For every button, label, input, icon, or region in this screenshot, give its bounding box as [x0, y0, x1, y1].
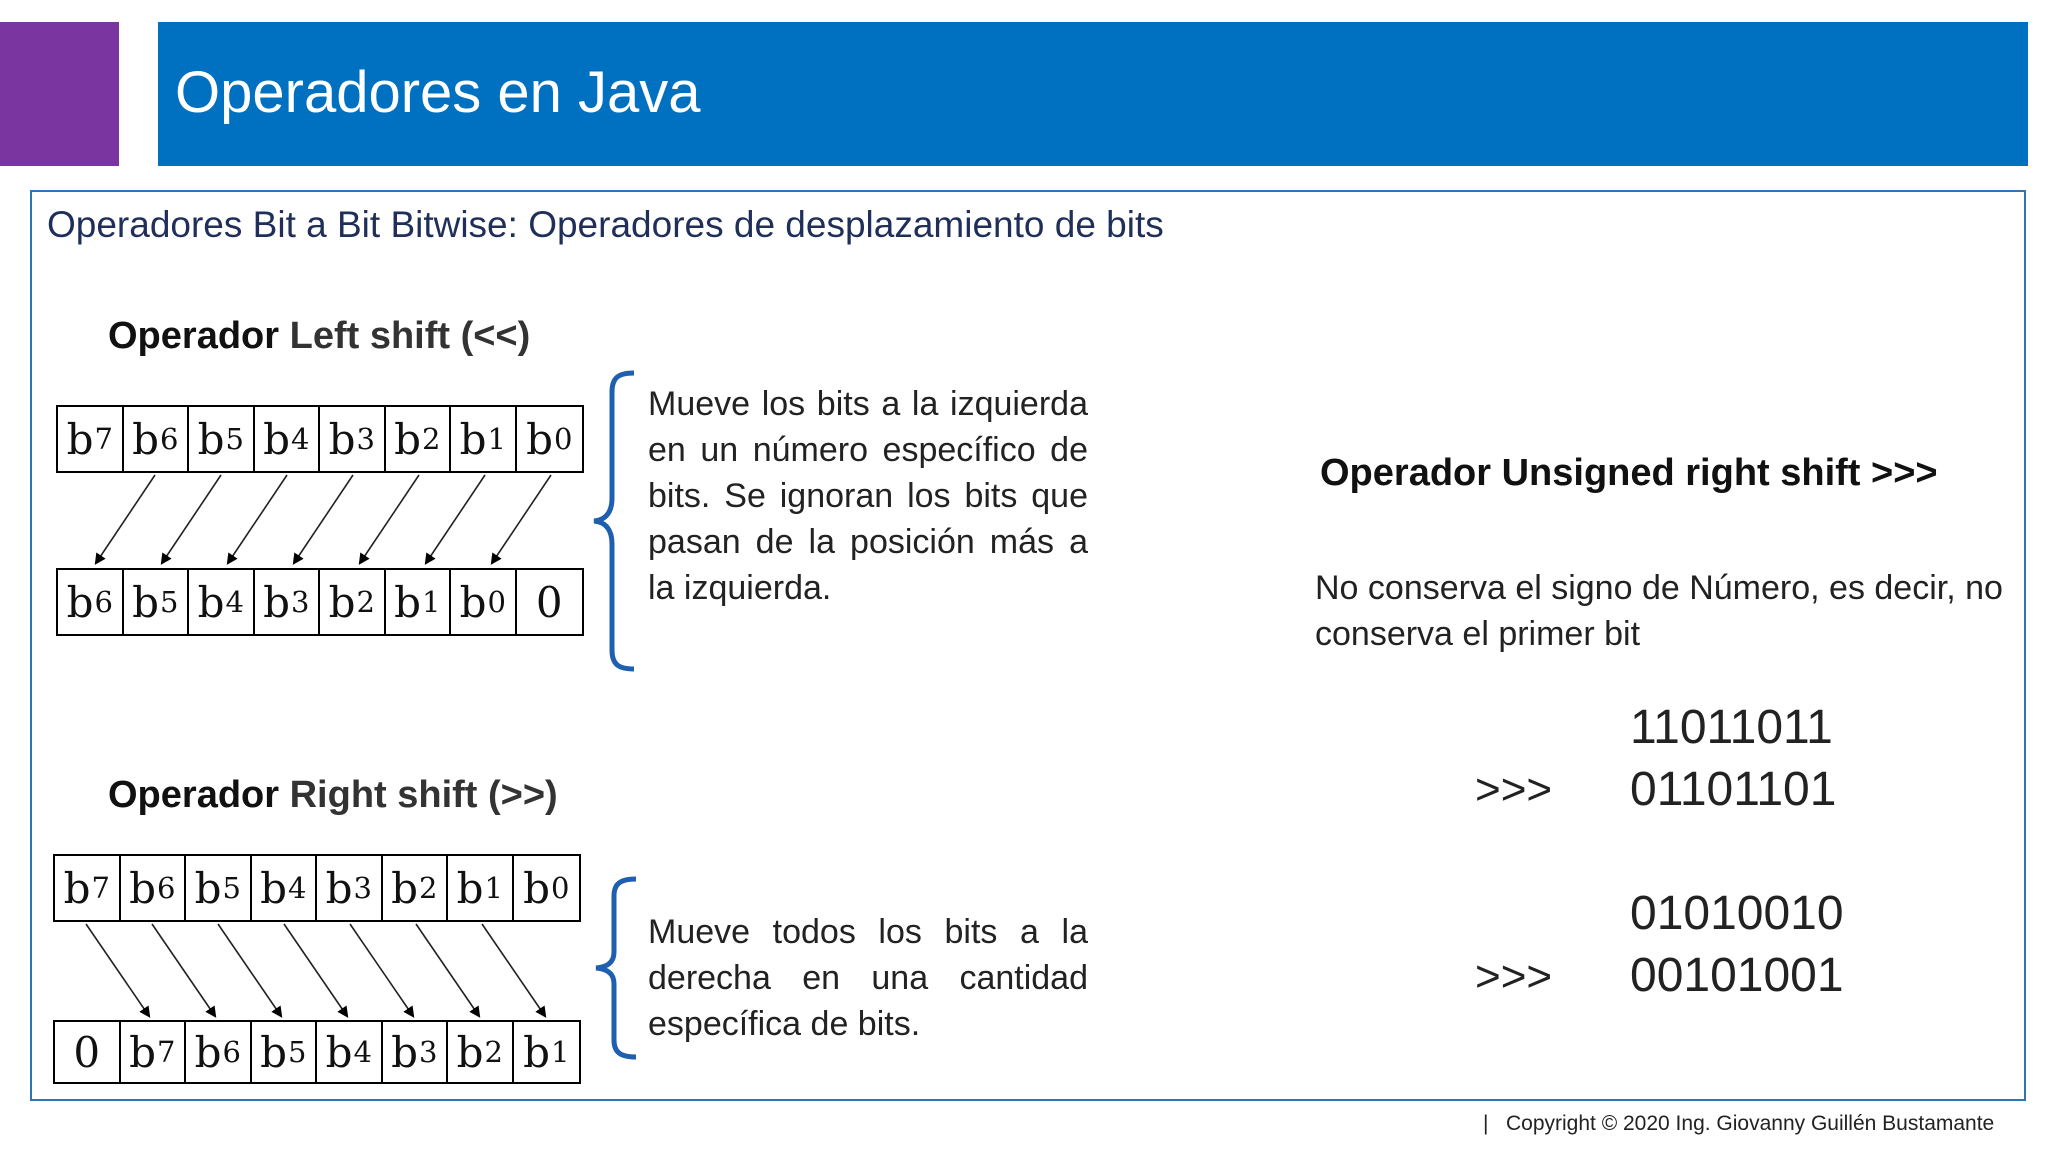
right-shift-bottom-bit-cell [55, 1022, 121, 1082]
right-shift-bottom-bit-cell [252, 1022, 318, 1082]
right-shift-bottom-bits [53, 1020, 581, 1084]
bit-index: 5 [225, 422, 244, 456]
left-shift-bottom-bit-cell [451, 570, 517, 634]
bit-index: 4 [353, 1035, 372, 1069]
bit-index: 3 [356, 422, 375, 456]
bit-base: b [325, 863, 353, 913]
bit-index: 3 [418, 1035, 438, 1069]
example2-operator: >>> [1475, 952, 1553, 1001]
bit-index: 0 [487, 585, 506, 619]
right-shift-top-bit-cell [383, 856, 449, 920]
left-shift-top-bit-cell [189, 407, 255, 471]
copyright-footer [1483, 1112, 1994, 1136]
right-shift-top-bits [53, 854, 581, 922]
bit-index: 3 [290, 585, 310, 619]
bit-index: 3 [353, 871, 372, 905]
left-shift-heading [108, 315, 530, 358]
bit-index: 4 [287, 871, 307, 905]
footer-separator: | [1483, 1112, 1489, 1135]
example1-input: 11011011 [1630, 701, 1833, 754]
bit-base: b [263, 577, 290, 627]
bit-base: 0 [535, 577, 563, 627]
bit-base: b [526, 414, 553, 464]
bit-base: b [391, 1027, 418, 1077]
slide-title: Operadores en Java [175, 60, 701, 125]
left-shift-heading-prefix: Operador [108, 315, 280, 357]
left-shift-bottom-bit-cell [320, 570, 386, 634]
left-shift-top-bit-cell [58, 407, 124, 471]
bit-base: b [263, 414, 290, 464]
bit-index: 4 [290, 422, 310, 456]
left-shift-top-bit-cell [255, 407, 321, 471]
bit-base: b [66, 414, 94, 464]
example2-input: 01010010 [1630, 887, 1844, 940]
bit-index: 5 [222, 871, 241, 905]
right-shift-bottom-bit-cell [514, 1022, 579, 1082]
example1-operator: >>> [1475, 765, 1553, 814]
bit-base: b [523, 863, 550, 913]
left-shift-bottom-bit-cell [189, 570, 255, 634]
bit-base: b [523, 1027, 550, 1077]
copyright-text: Copyright © 2020 Ing. Giovanny Guillén Bustamante [1505, 1112, 1995, 1135]
bit-base: b [456, 863, 484, 913]
bit-base: 0 [73, 1027, 101, 1077]
bit-index: 2 [356, 585, 375, 619]
left-shift-arrows [56, 473, 584, 568]
bit-index: 6 [94, 585, 113, 619]
right-shift-top-bit-cell [514, 856, 579, 920]
bit-base: b [328, 577, 356, 627]
bit-index: 2 [421, 422, 441, 456]
bit-base: b [260, 863, 287, 913]
right-shift-top-bit-cell [55, 856, 121, 920]
bit-base: b [325, 1027, 353, 1077]
bit-base: b [197, 414, 225, 464]
right-shift-bottom-bit-cell [121, 1022, 187, 1082]
left-shift-top-bit-cell [320, 407, 386, 471]
bit-index: 1 [421, 585, 441, 619]
right-shift-top-bit-cell [121, 856, 187, 920]
left-shift-bottom-bit-cell [255, 570, 321, 634]
bit-base: b [129, 863, 156, 913]
slide-subtitle: Operadores Bit a Bit Bitwise: Operadores de desplazamiento de bits [47, 204, 1164, 245]
unsigned-shift-description: No conserva el signo de Número, es decir, no conserva el primer bit [1315, 569, 2003, 653]
bit-base: b [394, 577, 421, 627]
bit-index: 5 [159, 585, 179, 619]
right-shift-top-bit-cell [448, 856, 514, 920]
bit-base: b [459, 577, 487, 627]
right-shift-top-bit-cell [317, 856, 383, 920]
bit-index: 7 [94, 422, 113, 456]
title-bar [158, 22, 2028, 166]
left-shift-top-bit-cell [517, 407, 582, 471]
bit-index: 0 [553, 422, 573, 456]
bit-index: 6 [156, 871, 176, 905]
bit-base: b [394, 414, 421, 464]
right-shift-description: Mueve todos los bits a la derecha en una cantidad específica de bits. [648, 913, 1088, 1043]
bit-base: b [63, 863, 91, 913]
left-shift-bottom-bits [56, 568, 584, 636]
bit-index: 1 [550, 1035, 570, 1069]
bit-base: b [132, 414, 159, 464]
left-shift-bottom-bit-cell [517, 570, 582, 634]
right-shift-top-bit-cell [186, 856, 252, 920]
left-shift-top-bits [56, 405, 584, 473]
left-shift-bottom-bit-cell [124, 570, 190, 634]
left-shift-bottom-bit-cell [58, 570, 124, 634]
right-shift-bottom-bit-cell [186, 1022, 252, 1082]
bit-index: 4 [225, 585, 244, 619]
left-shift-bottom-bit-cell [386, 570, 452, 634]
bit-index: 2 [418, 871, 438, 905]
right-shift-heading [108, 774, 558, 817]
bit-index: 1 [487, 422, 506, 456]
bit-base: b [129, 1027, 156, 1077]
bit-index: 5 [287, 1035, 307, 1069]
bit-base: b [459, 414, 487, 464]
bit-base: b [391, 863, 418, 913]
accent-block [0, 22, 119, 166]
bit-base: b [328, 414, 356, 464]
bit-base: b [197, 577, 225, 627]
bit-base: b [260, 1027, 287, 1077]
bit-index: 7 [156, 1035, 176, 1069]
right-shift-top-bit-cell [252, 856, 318, 920]
bit-index: 0 [550, 871, 570, 905]
right-shift-bottom-bit-cell [383, 1022, 449, 1082]
right-shift-bottom-bit-cell [317, 1022, 383, 1082]
bit-base: b [66, 577, 94, 627]
left-shift-heading-rest: Left shift (<<) [279, 315, 531, 357]
unsigned-shift-heading: Operador Unsigned right shift >>> [1320, 452, 1938, 494]
example2-output: 00101001 [1630, 949, 1844, 1002]
right-shift-heading-prefix: Operador [108, 774, 280, 816]
left-shift-top-bit-cell [124, 407, 190, 471]
bit-index: 6 [159, 422, 179, 456]
left-shift-brace [588, 370, 638, 672]
bit-index: 6 [222, 1035, 241, 1069]
bit-base: b [456, 1027, 484, 1077]
left-shift-description: Mueve los bits a la izquierda en un número específico de bits. Se ignoran los bits que pasan de la posición más a la izquierda. [648, 385, 1088, 607]
bit-base: b [194, 863, 222, 913]
left-shift-top-bit-cell [451, 407, 517, 471]
bit-base: b [132, 577, 159, 627]
right-shift-arrows [53, 922, 581, 1022]
bit-base: b [194, 1027, 222, 1077]
example1-output: 01101101 [1630, 763, 1837, 816]
bit-index: 7 [91, 871, 110, 905]
right-shift-bottom-bit-cell [448, 1022, 514, 1082]
bit-index: 1 [484, 871, 503, 905]
right-shift-heading-rest: Right shift (>>) [279, 774, 558, 816]
right-shift-brace [590, 876, 640, 1060]
bit-index: 2 [484, 1035, 503, 1069]
left-shift-top-bit-cell [386, 407, 452, 471]
